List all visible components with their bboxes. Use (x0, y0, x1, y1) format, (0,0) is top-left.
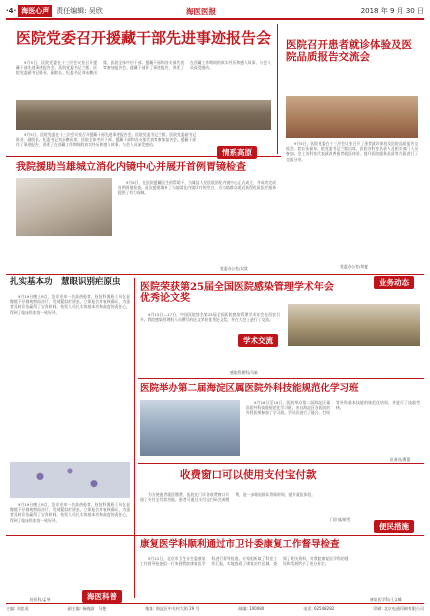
section-tag-science: 海医科普 (82, 590, 122, 603)
footer-address: 地址: 海淀区中关村大街 29 号 (145, 606, 200, 611)
article-7-body: 为方便患者就医缴费，医院在门诊各收费窗口开通了支付宝付款功能，患者可通过支付宝扫码完成缴费，进一步缩短排队等候时间，提升就医体验。 (140, 492, 316, 503)
article-8-byline: 康复医学科/王文峰 (370, 597, 402, 602)
editor-credit: 责任编辑: 吴欣 (56, 7, 103, 15)
article-2-body: 9月5日，医院党委在十三层会议室召开了患者就诊体验及医院品质报告交流会。院长张福泉、院党委书记兰熙出席，医院各科室负责人及相关部门人员参加。会上各科室代表就改善患者就医体验、提升医院服务品质等方面进行了交流分享。 (286, 141, 418, 162)
article-4-body-cont: 9月19日晚上8点，急诊送来一名高热患者。检验科值班人员在显微镜下仔细观察血涂片，发现疑似疟原虫，立即报告并复核确认，为患者及时诊治赢得了宝贵时间。检验人员扎实的基本功和高度的责任心，得到了临床科室的一致好评。 (10, 502, 130, 523)
article-4-body: 9月19日晚上8点，急诊送来一名高热患者。检验科值班人员在显微镜下仔细观察血涂片，发现疑似疟原虫，立即报告并复核确认，为患者及时诊治赢得了宝贵时间。检验人员扎实的基本功和高度的责任心，得到了临床科室的一致好评。 (10, 294, 130, 315)
footer-divider (6, 603, 424, 604)
article-4-title: 扎实基本功 慧眼识别疟原虫 (10, 277, 121, 287)
section-label: 海医心声 (18, 5, 52, 17)
article-5-photo (288, 304, 420, 346)
article-2-byline: 党委办公室/刘斐 (340, 264, 368, 269)
section-tag-convenience: 便民措施 (374, 520, 414, 533)
article-1-photo (16, 100, 271, 130)
left-column-divider (134, 278, 135, 598)
article-3-byline: 党委办公室/吴欣 (220, 266, 248, 271)
section-tag-tibet: 情系高原 (217, 146, 257, 159)
article-3-title: 我院援助当雄城立消化内镜中心并展开首例胃镜检查 (16, 162, 246, 173)
section-tag-business: 业务动态 (374, 276, 414, 289)
row-divider-2 (6, 274, 424, 275)
article-6-body: 9月18日至19日，医院举办第二届海淀区属医院外科技能规范化学习班。来自海淀区各医院的外科医师参加了学习班。学员们进行了缝合、打结等外科基本技能的规范化培训，并进行了技能考核。 (246, 400, 420, 416)
article-4-byline: 检验科/孟琴 (30, 597, 51, 602)
paper-name: 海医医报 (186, 6, 216, 16)
article-5-title: 医院荣获第25届全国医院感染管理学术年会优秀论文奖 (140, 282, 334, 305)
row-divider-4 (138, 463, 424, 464)
footer-phone: 电话: 62548282 (303, 606, 335, 611)
article-3-body: 9月6日，在医院援藏医生的帮助下，当雄县人民医院消化内镜中心正式成立，并成功完成首例胃镜检查。此次援建填补了当地消化内镜诊疗的空白，为当地群众就近获得优质医疗服务提供了有力保障。 (118, 180, 276, 196)
footer-chief-editor: 主编: 刘忠英 (6, 606, 29, 611)
footer-deputy-editors: 副主编: 杨晓淑 马艳 (67, 606, 107, 611)
footer-postcode: 邮编: 100080 (238, 606, 265, 611)
article-5-byline: 感染管理科/马新 (230, 370, 258, 375)
section-tag-academic: 学术交流 (238, 334, 278, 347)
article-5-body: 9月15日—17日，中国医院协会第25届全国医院感染管理学术年会在西安召开。我院感染管理科人员撰写的论文荣获优秀论文奖，并在大会上进行了交流。 (140, 312, 280, 323)
article-8-title: 康复医学科顺利通过市卫计委康复工作督导检查 (140, 539, 340, 550)
row-divider-3 (138, 378, 424, 379)
article-1-body-cont: 9月5日，医院党委在十三层会议室召开援藏干部先进事迹报告会。医院党委书记兰熙、医院党委副书记陈亚、副院长、纪委书记刘永鹏出席，医院全体中层干部、援藏干部和各支部代表等参加报告会。援藏干部作了事迹报告，讲述了在西藏工作期间的真实经历和感人故事，与会人员深受感动。 (16, 132, 196, 148)
article-2-photo (286, 96, 418, 138)
article-6-byline: 医务处/曹蕾 (390, 457, 411, 462)
article-8-body: 9月21日，北京市卫生计生委康复工作督导检查组一行来到我院康复医学科进行督导检查。专家组听取了科室工作汇报，实地查看了康复治疗区域，查阅了相关资料，对我院康复医学科的建设和发展给予了充分肯定。 (140, 556, 349, 567)
header-divider (6, 18, 424, 20)
article-1-title: 医院党委召开援藏干部先进事迹报告会 (16, 29, 272, 47)
column-divider (277, 24, 278, 154)
masthead (6, 4, 424, 18)
article-7-byline: 门诊部/胡雪 (330, 517, 351, 522)
row-divider-1 (6, 156, 281, 157)
footer-printer: 印刷: 北京电通印刷有限公司 (373, 606, 424, 611)
row-divider-5 (6, 535, 424, 536)
article-7-title: 收费窗口可以使用支付宝付款 (180, 469, 317, 481)
article-3-photo (16, 178, 112, 236)
article-6-photo (140, 400, 240, 456)
article-1-body: 9月5日，医院党委在十三层会议室召开援藏干部先进事迹报告会。医院党委书记兰熙、医院党委副书记陈亚、副院长、纪委书记刘永鹏出席，医院全体中层干部、援藏干部和各支部代表等参加报告会。援藏干部作了事迹报告，讲述了在西藏工作期间的真实经历和感人故事，与会人员深受感动。 (16, 60, 271, 76)
article-6-title: 医院举办第二届海淀区属医院外科技能规范化学习班 (140, 383, 359, 394)
article-4-micrograph (10, 462, 130, 498)
page-number: ·4· (6, 7, 17, 15)
footer (6, 606, 424, 612)
article-2-title: 医院召开患者就诊体验及医院品质报告交流会 (286, 39, 412, 63)
issue-date: 2018 年 9 月 30 日 (360, 7, 424, 15)
